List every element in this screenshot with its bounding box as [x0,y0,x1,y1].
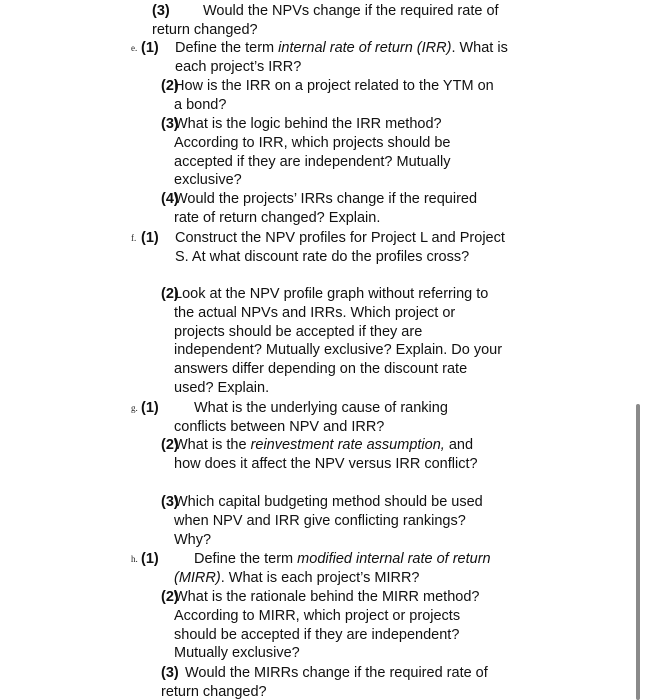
question-text: What is the reinvestment rate assumption, and how does it affect the NPV versus IRR conflict? [174,437,478,472]
question-text: Which capital budgeting method should be used when NPV and IRR give conflicting rankings? Why? [174,494,483,548]
section-letter-h: h. [131,554,138,564]
question-d3 [152,2,522,40]
question-number: (1) [141,400,159,416]
question-number: (2) [161,286,179,302]
question-g1 [141,399,481,437]
question-text: Would the MIRRs change if the required rate of return changed? [161,665,488,700]
question-text: How is the IRR on a project related to the YTM on a bond? [174,78,494,113]
question-text: What is the rationale behind the MIRR method? According to MIRR, which project or projects should be accepted if they are independent? Mutually exclusive? [174,589,480,662]
question-number: (4) [161,191,179,207]
question-f2 [161,285,506,398]
section-letter-e: e. [131,43,138,53]
question-e4 [161,190,481,228]
question-number: (1) [141,40,159,56]
question-g2 [161,436,501,474]
question-h3 [161,664,521,700]
question-f1 [141,229,505,267]
question-text: Would the NPVs change if the required rate of return changed? [152,3,499,38]
question-text: Would the projects’ IRRs change if the required rate of return changed? Explain. [174,191,478,226]
question-text: Define the term modified internal rate of return (MIRR). What is each project’s MIRR? [174,551,491,586]
question-g3 [161,493,501,549]
question-text: Look at the NPV profile graph without referring to the actual NPVs and IRRs. Which project or projects should be accepted if they are independent? Mutually exclusive? Explain. Do your answers differ depending on the discount rate used? Explain. [174,286,503,396]
question-e3 [161,115,501,190]
question-number: (2) [161,589,179,605]
question-number: (1) [141,551,159,567]
question-number: (3) [161,116,179,132]
question-e1 [141,39,513,77]
question-text: What is the underlying cause of ranking conflicts between NPV and IRR? [174,400,448,435]
question-h2 [161,588,501,663]
section-letter-f: f. [131,233,137,243]
vertical-scrollbar[interactable] [636,404,640,700]
question-number: (3) [161,494,179,510]
question-number: (3) [161,665,179,681]
question-number: (3) [152,3,170,19]
section-letter-g: g. [131,403,138,413]
question-h1 [141,550,496,588]
question-text: Define the term internal rate of return (IRR). What is each project’s IRR? [175,40,508,75]
question-number: (2) [161,437,179,453]
question-number: (2) [161,78,179,94]
question-text: What is the logic behind the IRR method? According to IRR, which projects should be accepted if they are independent? Mutually exclusive? [174,116,451,189]
question-text: Construct the NPV profiles for Project L and Project S. At what discount rate do the profiles cross? [175,230,505,265]
question-e2 [161,77,501,115]
question-number: (1) [141,230,159,246]
